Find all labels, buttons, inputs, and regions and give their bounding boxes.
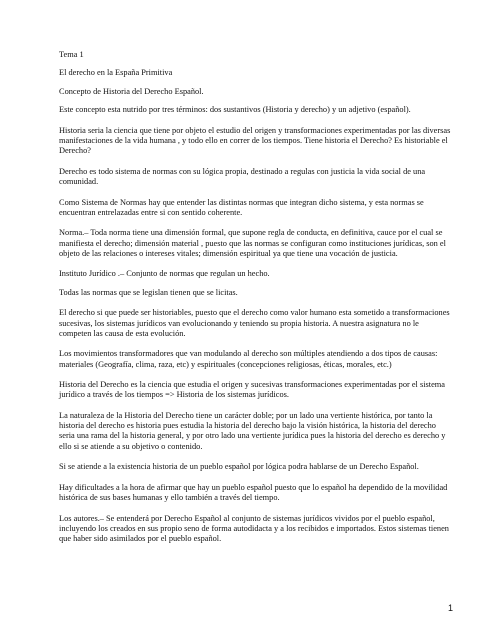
paragraph: Todas las normas que se legislan tienen que se licitas. — [59, 287, 238, 297]
paragraph: Este concepto esta nutrido por tres términos: dos sustantivos (Historia y derecho) y un adjetivo (español). — [59, 105, 411, 115]
document-heading-concept: Concepto de Historia del Derecho Español. — [59, 86, 204, 96]
paragraph: Norma.– Toda norma tiene una dimensión formal, que supone regla de conducta, en definitiva, cauce por el cual se manifiesta el derecho; dimensión material , puesto que las normas se configuran como instituciones jurídicas, son el objeto de las relaciones o intereses vitales; dimensión espiritual ya que tiene una vocación de justicia. — [59, 228, 446, 258]
paragraph: Derecho es todo sistema de normas con su lógica propia, destinado a regulas con justicia la vida social de una comunidad. — [59, 166, 426, 186]
paragraph: Hay dificultades a la hora de afirmar que hay un pueblo español puesto que lo español ha dependido de la movilidad histórica de sus bases humanas y ello también a través del tiempo. — [59, 482, 448, 502]
document-body — [59, 50, 452, 555]
paragraph: Historia seria la ciencia que tiene por objeto el estudio del origen y transformaciones experimentadas por las diversas manifestaciones de la vida humana , y todo ello en correr de los tiempos. Tiene historia el Derecho? Es historiable el Derecho? — [59, 125, 451, 156]
paragraph: Si se atiende a la existencia historia de un pueblo español por lógica podra hablarse de un Derecho Español. — [59, 462, 419, 472]
page-number: 1 — [447, 603, 453, 613]
paragraph: Historia del Derecho es la ciencia que estudia el origen y sucesivas transformaciones experimentadas por el sistema jurídico a través de los tiempos => Historia de los sistemas jurídicos. — [59, 380, 445, 400]
paragraph: La naturaleza de la Historia del Derecho tiene un carácter doble; por un lado una vertiente histórica, por tanto la historia del derecho es historia pues estudia la historia del derecho bajo la visión histórica, la historia del derecho seria una rama del la historia general, y por otro lado una vertiente jurídica pues la historia del derecho es derecho y ello si se atiende a su objetivo o contenido. — [59, 410, 446, 451]
document-heading-chapter: El derecho en la España Primitiva — [59, 68, 173, 78]
paragraph: Los movimientos transformadores que van modulando al derecho son múltiples atendiendo a dos tipos de causas: materiales (Geografía, clima, raza, etc) y espirituales (concepciones religiosas, éticas, morales, etc.) — [59, 349, 438, 369]
paragraph: El derecho si que puede ser historiables, puesto que el derecho como valor humano esta sometido a transformaciones sucesivas, los sistemas jurídicos van evolucionando y teniendo su propia historia. A nuestra asignatura no le competen las causa de esta evolución. — [59, 308, 450, 338]
paragraph: Los autores.– Se entenderá por Derecho Español al conjunto de sistemas jurídicos vividos por el pueblo español, incluyendo los creados en sus propio seno de forma autodidacta y a los recibidos e importados. Estos sistemas tienen que haber sido asimilados por el pueblo español. — [59, 513, 449, 543]
paragraph: Instituto Jurídico .– Conjunto de normas que regulan un hecho. — [59, 269, 270, 279]
paragraph: Como Sistema de Normas hay que entender las distintas normas que integran dicho sistema, y esta normas se encuentran entrelazadas entre si con sentido coherente. — [59, 197, 424, 217]
document-heading-topic: Tema 1 — [59, 50, 84, 59]
